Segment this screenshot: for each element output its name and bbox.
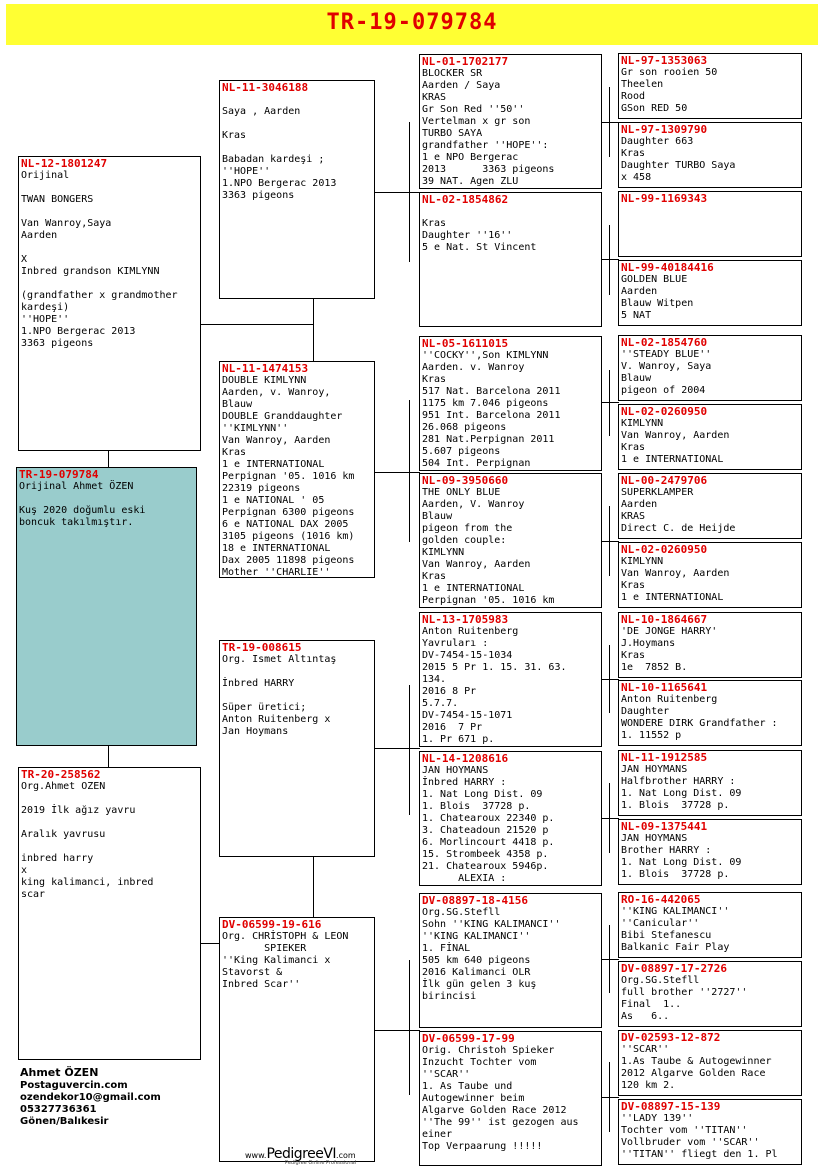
connector	[601, 259, 619, 260]
connector	[108, 450, 109, 467]
pedigree-card-gen4[interactable]	[618, 260, 802, 326]
ring-number: NL-99-40184416	[621, 261, 714, 274]
ring-number: NL-10-1864667	[621, 613, 708, 626]
ring-number: TR-19-008615	[222, 641, 302, 654]
pedigree-card-gen4[interactable]	[618, 961, 802, 1027]
pedigree-card-gen4[interactable]	[618, 750, 802, 816]
pedigree-card-gen4[interactable]	[618, 191, 802, 257]
pigeon-details: Orig. Christoh Spieker Inzucht Tochter vom ''SCAR'' 1. As Taube und Autogewinner beim Algarve Golden Race 2012 ''The 99'' ist gezogen aus einer Top Verpaarung !!!!!	[422, 1045, 579, 1152]
connector	[409, 960, 410, 1095]
pigeon-details: SUPERKLAMPER Aarden KRAS Direct C. de Heijde	[621, 487, 736, 534]
pedigree-card-gen4[interactable]	[618, 612, 802, 678]
pigeon-details: Org.Ahmet OZEN 2019 İlk ağız yavru Aralık yavrusu inbred harry x king kalimanci, inbred scar	[21, 781, 154, 900]
pedigree-card-gen4[interactable]	[618, 53, 802, 119]
connector	[200, 324, 314, 325]
connector	[313, 298, 314, 362]
connector	[609, 925, 610, 993]
connector	[601, 122, 619, 123]
ring-number: NL-02-1854862	[422, 193, 509, 206]
pedigree-card-gen4[interactable]	[618, 122, 802, 188]
ring-number: NL-01-1702177	[422, 55, 509, 68]
ring-number: RO-16-442065	[621, 893, 701, 906]
connector	[374, 472, 420, 473]
brand-logo	[245, 1146, 356, 1166]
connector	[609, 645, 610, 713]
ring-number: DV-08897-17-2726	[621, 962, 727, 975]
pedigree-card-gen3[interactable]	[419, 336, 602, 471]
brand-tagline: Pedigree Online Professional	[285, 1160, 357, 1166]
connector	[601, 1097, 619, 1098]
ring-number: NL-11-3046188	[222, 81, 309, 94]
pigeon-details: JAN HOYMANS Brother HARRY : 1. Nat Long Dist. 09 1. Blois 37728 p.	[621, 833, 742, 880]
pigeon-details: ''SCAR'' 1.As Taube & Autogewinner 2012 Algarve Golden Race 120 km 2.	[621, 1044, 772, 1091]
owner-name: Ahmet ÖZEN	[20, 1066, 99, 1079]
ring-number: DV-06599-17-99	[422, 1032, 515, 1045]
connector	[601, 959, 619, 960]
owner-info	[20, 1066, 161, 1128]
pigeon-details: KIMLYNN Van Wanroy, Aarden Kras 1 e INTERNATIONAL	[621, 556, 730, 603]
pedigree-card-gen3[interactable]	[419, 893, 602, 1028]
pedigree-card-gen3[interactable]	[419, 751, 602, 886]
owner-location: Gönen/Balıkesir	[20, 1116, 109, 1127]
dam-card[interactable]	[18, 767, 201, 1060]
pigeon-details: Daughter 663 Kras Daughter TURBO Saya x 458	[621, 136, 736, 183]
pigeon-details: DOUBLE KIMLYNN Aarden, v. Wanroy, Blauw DOUBLE Granddaughter ''KIMLYNN'' Van Wanroy, Aarden Kras 1 e INTERNATIONAL Perpignan '05. 1016 km 22319 pigeons 1 e NATIONAL ' 05 Perpignan 6300 pigeons 6 e NATIONAL DAX 2005 3105 pigeons (1016 km) 18 e INTERNATIONAL Dax 2005 11898 pigeons Mother ''CHARLIE''	[222, 375, 355, 578]
connector	[601, 818, 619, 819]
ring-number: NL-97-1353063	[621, 54, 708, 67]
ring-number: TR-20-258562	[21, 768, 101, 781]
connector	[601, 679, 619, 680]
pedigree-card-gen4[interactable]	[618, 819, 802, 885]
ring-number: NL-00-2479706	[621, 474, 708, 487]
pedigree-card-gen3[interactable]	[419, 192, 602, 327]
ring-number: NL-11-1474153	[222, 362, 309, 375]
connector	[374, 1030, 420, 1031]
ring-number: NL-99-1169343	[621, 192, 708, 205]
ring-number: NL-10-1165641	[621, 681, 708, 694]
page-title: TR-19-079784	[326, 10, 498, 35]
pigeon-details: THE ONLY BLUE Aarden, V. Wanroy Blauw pigeon from the golden couple: KIMLYNN Van Wanroy, Aarden Kras 1 e INTERNATIONAL Perpignan '05. 1016 km	[422, 487, 555, 606]
brand-www: www.	[245, 1151, 267, 1160]
ring-number: NL-14-1208616	[422, 752, 509, 765]
pedigree-card-gen2[interactable]	[219, 917, 375, 1162]
pigeon-details: Anton Ruitenberg Daughter WONDERE DIRK Grandfather : 1. 11552 p	[621, 694, 778, 741]
pigeon-details: GOLDEN BLUE Aarden Blauw Witpen 5 NAT	[621, 274, 694, 321]
pigeon-details: Orijinal TWAN BONGERS Van Wanroy,Saya Aarden X Inbred grandson KIMLYNN (grandfather x grandmother kardeşi) ''HOPE'' 1.NPO Bergerac 2013 3363 pigeons	[21, 170, 178, 349]
pedigree-card-gen4[interactable]	[618, 473, 802, 539]
pedigree-card-gen2[interactable]	[219, 640, 375, 857]
ring-number: NL-13-1705983	[422, 613, 509, 626]
owner-email[interactable]: ozendekor10@gmail.com	[20, 1092, 161, 1103]
owner-phone: 05327736361	[20, 1104, 97, 1115]
connector	[601, 402, 619, 403]
connector	[609, 506, 610, 576]
pigeon-details: JAN HOYMANS Halfbrother HARRY : 1. Nat Long Dist. 09 1. Blois 37728 p.	[621, 764, 742, 811]
pigeon-details: Kras Daughter ''16'' 5 e Nat. St Vincent	[422, 218, 537, 253]
pigeon-details: 'DE JONGE HARRY' J.Hoymans Kras 1e 7852 B.	[621, 626, 718, 673]
pigeon-details: ''KING KALIMANCI'' ''Canicular'' Bibi Stefanescu Balkanic Fair Play	[621, 906, 730, 953]
pedigree-card-gen4[interactable]	[618, 335, 802, 401]
ring-number: DV-06599-19-616	[222, 918, 322, 931]
connector	[609, 87, 610, 157]
pigeon-details: JAN HOYMANS İnbred HARRY : 1. Nat Long Dist. 09 1. Blois 37728 p. 1. Chatearoux 22340 p. 3. Chateadoun 21520 p 6. Morlincourt 4418 p. 15. Strombeek 4358 p. 21. Chatearoux 5946p. ALEXIA :	[422, 765, 555, 884]
pigeon-details: Org. CHRİSTOPH & LEON SPIEKER ''King Kalimanci x Stavorst & Inbred Scar''	[222, 931, 349, 990]
connector	[313, 855, 314, 917]
pigeon-details: BLOCKER SR Aarden / Saya KRAS Gr Son Red ''50'' Vertelman x gr son TURBO SAYA grandfather ''HOPE'': 1 e NPO Bergerac 2013 3363 pigeons 39 NAT. Agen ZLU	[422, 68, 555, 187]
pedigree-card-gen4[interactable]	[618, 404, 802, 470]
connector	[609, 1062, 610, 1132]
connector	[609, 370, 610, 436]
pedigree-card-gen3[interactable]	[419, 612, 602, 747]
ring-number: NL-97-1309790	[621, 123, 708, 136]
pigeon-details: Org.SG.Stefll Sohn ''KING KALIMANCI'' ''KING KALIMANCI'' 1. FİNAL 505 km 640 pigeons 2016 Kalimanci OLR İlk gün gelen 3 kuş birincisi	[422, 907, 561, 1002]
brand-name: PedigreeVI	[266, 1146, 337, 1162]
connector	[601, 541, 619, 542]
pigeon-details: Org.SG.Stefll full brother ''2727'' Final 1.. As 6..	[621, 975, 748, 1022]
ring-number: NL-11-1912585	[621, 751, 708, 764]
header-bar	[6, 4, 818, 45]
connector	[609, 225, 610, 295]
ring-number: NL-02-0260950	[621, 405, 708, 418]
pigeon-details: ''COCKY'',Son KIMLYNN Aarden. v. Wanroy Kras 517 Nat. Barcelona 2011 1175 km 7.046 pigeons 951 Int. Barcelona 2011 26.068 pigeons 281 Nat.Perpignan 2011 5.607 pigeons 504 Int. Perpignan	[422, 350, 561, 469]
sire-card[interactable]	[18, 156, 201, 451]
connector	[108, 745, 109, 767]
connector	[374, 748, 420, 749]
ring-number: NL-09-3950660	[422, 474, 509, 487]
ring-number: NL-02-0260950	[621, 543, 708, 556]
ring-number: DV-08897-15-139	[621, 1100, 721, 1113]
pedigree-card-gen2[interactable]	[219, 361, 375, 578]
brand-suffix: .com	[336, 1151, 356, 1160]
pedigree-card-gen3[interactable]	[419, 473, 602, 608]
owner-contact	[20, 1080, 161, 1128]
connector	[609, 783, 610, 853]
pigeon-details: Anton Ruitenberg Yavruları : DV-7454-15-1034 2015 5 Pr 1. 15. 31. 63. 134. 2016 8 Pr 5.7.7. DV-7454-15-1071 2016 7 Pr 1. Pr 671 p.	[422, 626, 567, 745]
pedigree-card-gen4[interactable]	[618, 542, 802, 608]
pedigree-card-gen3[interactable]	[419, 54, 602, 189]
ring-number: NL-09-1375441	[621, 820, 708, 833]
connector	[409, 122, 410, 262]
ring-number: DV-02593-12-872	[621, 1031, 721, 1044]
pedigree-card-gen3[interactable]	[419, 1031, 602, 1166]
pigeon-details: Org. Ismet Altıntaş İnbred HARRY Süper üretici; Anton Ruitenberg x Jan Hoymans	[222, 654, 337, 737]
pigeon-details: KIMLYNN Van Wanroy, Aarden Kras 1 e INTERNATIONAL	[621, 418, 730, 465]
pedigree-card-gen4[interactable]	[618, 892, 802, 958]
subject-card[interactable]	[16, 467, 197, 746]
pedigree-card-gen4[interactable]	[618, 680, 802, 746]
pigeon-details: Gr son rooien 50 Theelen Rood GSon RED 50	[621, 67, 718, 114]
ring-number: NL-05-1611015	[422, 337, 509, 350]
owner-website[interactable]: Postaguvercin.com	[20, 1080, 128, 1091]
connector	[374, 192, 420, 193]
pigeon-details: Saya , Aarden Kras Babadan kardeşi ; ''HOPE'' 1.NPO Bergerac 2013 3363 pigeons	[222, 106, 337, 201]
ring-number: NL-02-1854760	[621, 336, 708, 349]
ring-number: NL-12-1801247	[21, 157, 108, 170]
pedigree-card-gen4[interactable]	[618, 1030, 802, 1096]
pedigree-card-gen2[interactable]	[219, 80, 375, 299]
ring-number: TR-19-079784	[19, 468, 99, 481]
pigeon-details: Orijinal Ahmet ÖZEN Kuş 2020 doğumlu eski boncuk takılmıştır.	[19, 481, 146, 528]
connector	[409, 685, 410, 815]
connector	[409, 400, 410, 542]
pigeon-details: ''LADY 139'' Tochter vom ''TITAN'' Vollbruder vom ''SCAR'' ''TITAN'' fliegt den 1. Pl	[621, 1113, 778, 1160]
pigeon-details: ''STEADY BLUE'' V. Wanroy, Saya Blauw pigeon of 2004	[621, 349, 712, 396]
ring-number: DV-08897-18-4156	[422, 894, 528, 907]
pedigree-card-gen4[interactable]	[618, 1099, 802, 1165]
